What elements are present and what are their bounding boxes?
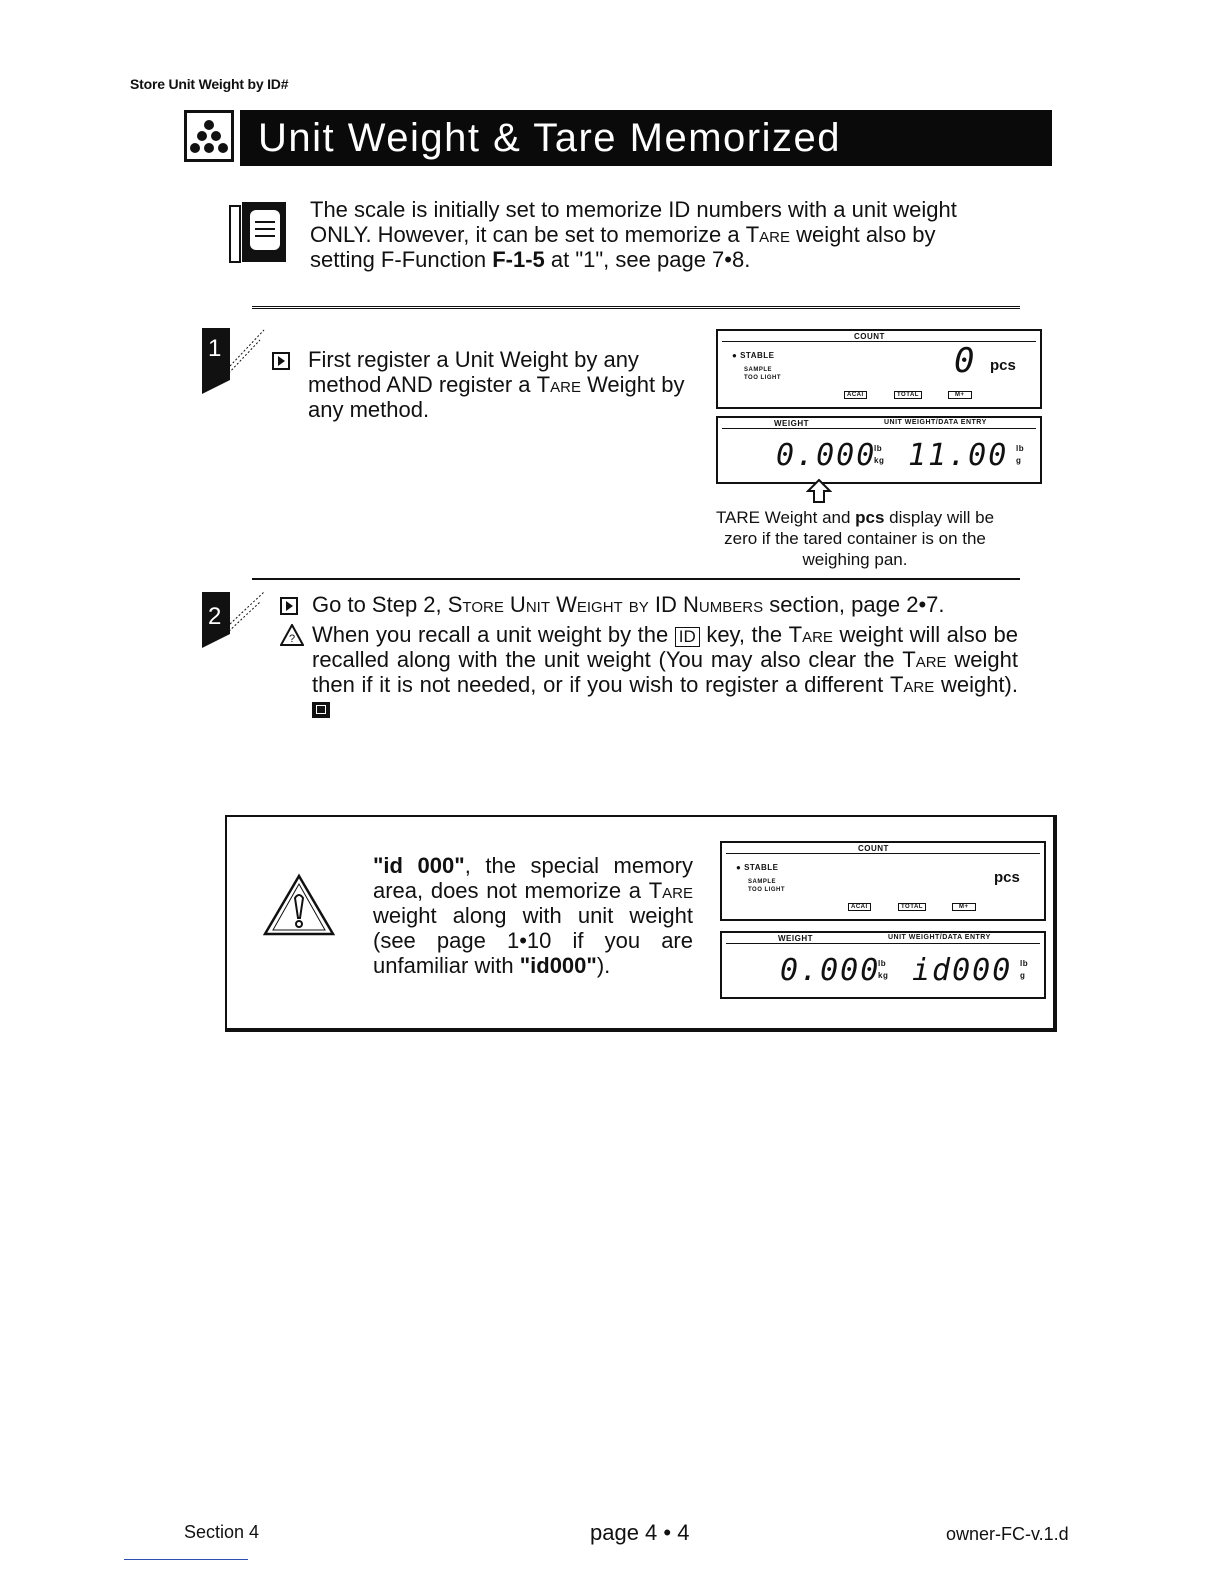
step-1-badge [200,326,270,398]
page-title: Unit Weight & Tare Memorized [240,110,1052,166]
key-total: TOTAL [894,391,922,399]
step-2-text-1: When you recall a unit weight by the [312,622,675,647]
note-function-code: F-1-5 [492,247,545,272]
warning-text [373,853,693,978]
caution-icon [280,624,304,646]
step-1-number: 1 [208,335,222,362]
step-2-text-2: key, the [699,622,789,647]
footer-underline [124,1559,248,1560]
footer-section: Section 4 [184,1522,260,1542]
count-display-panel [720,841,1046,921]
step-2-badge [200,590,270,662]
play-icon [272,350,290,368]
weight-value: 0.000 [776,438,877,473]
status-stable: ● STABLE [736,863,779,872]
key-m-plus: M+ [952,903,976,911]
step-2-line-1 [312,592,1032,617]
step-1-body [308,347,708,422]
weight-unit-lb: lb [878,959,887,968]
step-2-line1-text-2: section, page 2•7. [763,592,945,617]
weight-label: WEIGHT [774,419,809,428]
count-label: COUNT [858,844,889,853]
unit-counting-icon [184,110,234,162]
count-display-panel [716,329,1042,409]
note-text-2: weight also by setting F-Function [310,222,936,272]
svg-text:?: ? [289,633,296,645]
step-1-text-1: First register a Unit Weight by any method AND register a [308,347,639,397]
step-2-text-4: weight then if it is not needed, or if you wish to register a different [312,647,1018,697]
count-label: COUNT [854,332,885,341]
warning-text-2: weight along with unit weight (see page 1•10 if you are unfamiliar with [373,903,693,978]
status-sample: SAMPLE [748,879,777,885]
weight-label: WEIGHT [778,934,813,943]
intro-note [310,197,1000,272]
step-2-number: 2 [208,603,222,630]
title-bar [184,110,1052,166]
section-divider [252,306,1020,311]
unit-weight-label: UNIT WEIGHT/DATA ENTRY [888,934,991,941]
pcs-unit: pcs [990,357,1016,374]
weight-unit-lb: lb [874,444,883,453]
caption-text-1: TARE Weight and [715,508,856,527]
unit-weight-label: UNIT WEIGHT/DATA ENTRY [884,419,987,426]
footer-document-id: owner-FC-v.1.d [946,1524,1069,1544]
note-text-1: The scale is initially set to memorize ID numbers with a unit weight ONLY. However, it can be set to memorize a [310,197,957,247]
key-acai: ACAI [844,391,867,399]
weight-display-panel [720,931,1046,999]
end-mark-icon [312,702,330,718]
key-row [848,903,998,917]
running-head: Store Unit Weight by ID# [130,76,289,92]
key-acai: ACAI [848,903,871,911]
up-arrow-icon [806,478,832,504]
warning-id000-1: "id 000" [373,853,465,878]
id-key-icon: ID [675,627,700,647]
display-caption [700,507,1010,570]
step-1-text-2: Weight by any method. [308,372,685,422]
step-2-line1-text-1: Go to Step 2, [312,592,448,617]
note-book-icon [228,200,292,264]
unit-weight-unit-g: g [1016,456,1022,465]
note-text-3: at "1", see page 7•8. [544,247,751,272]
step-1-tare: Tare [536,372,581,397]
count-label-rule [722,341,1036,342]
weight-unit-kg: kg [878,971,889,980]
warning-text-3: ). [596,953,611,978]
note-tare: Tare [745,222,790,247]
unit-weight-value: 11.00 [908,438,1009,473]
weight-value: 0.000 [780,953,881,988]
status-sample: SAMPLE [744,367,773,373]
unit-weight-unit-g: g [1020,971,1026,980]
step-2-text-3: weight will also be recalled along with the unit weight (You may also clear the [312,622,1018,672]
warning-id000-2: "id000" [519,953,597,978]
weight-label-rule [722,428,1036,429]
weight-label-rule [726,943,1040,944]
warning-box [225,815,1057,1032]
weight-display-panel [716,416,1042,484]
section-divider [252,578,1020,580]
step-2-body [312,622,1018,722]
unit-weight-value: id000 [912,953,1013,988]
caption-text-2: display will be zero if the tared container is on the weighing pan. [724,508,995,569]
status-too-light: TOO LIGHT [744,375,782,381]
step-2-text-5: weight). [934,672,1018,697]
warning-text-1: , the special memory area, does not memorize a [373,853,693,903]
step-2-tare-3: Tare [889,672,935,697]
unit-weight-unit-lb: lb [1016,444,1025,453]
status-stable: ● STABLE [732,351,775,360]
unit-weight-unit-lb: lb [1020,959,1029,968]
warning-tare: Tare [648,878,693,903]
caption-pcs: pcs [855,508,885,527]
key-m-plus: M+ [948,391,972,399]
weight-unit-kg: kg [874,456,885,465]
pcs-unit: pcs [994,869,1020,886]
step-2-tare-2: Tare [902,647,947,672]
step-2-tare-1: Tare [788,622,833,647]
status-too-light: TOO LIGHT [748,887,786,893]
footer-page-number: page 4 • 4 [590,1520,690,1545]
step-2-section-ref: Store Unit Weight by ID Numbers [447,592,764,617]
key-row [844,391,994,405]
play-icon [280,595,298,613]
count-label-rule [726,853,1040,854]
key-total: TOTAL [898,903,926,911]
warning-icon [261,872,337,940]
pcs-value: 0 [954,341,977,381]
